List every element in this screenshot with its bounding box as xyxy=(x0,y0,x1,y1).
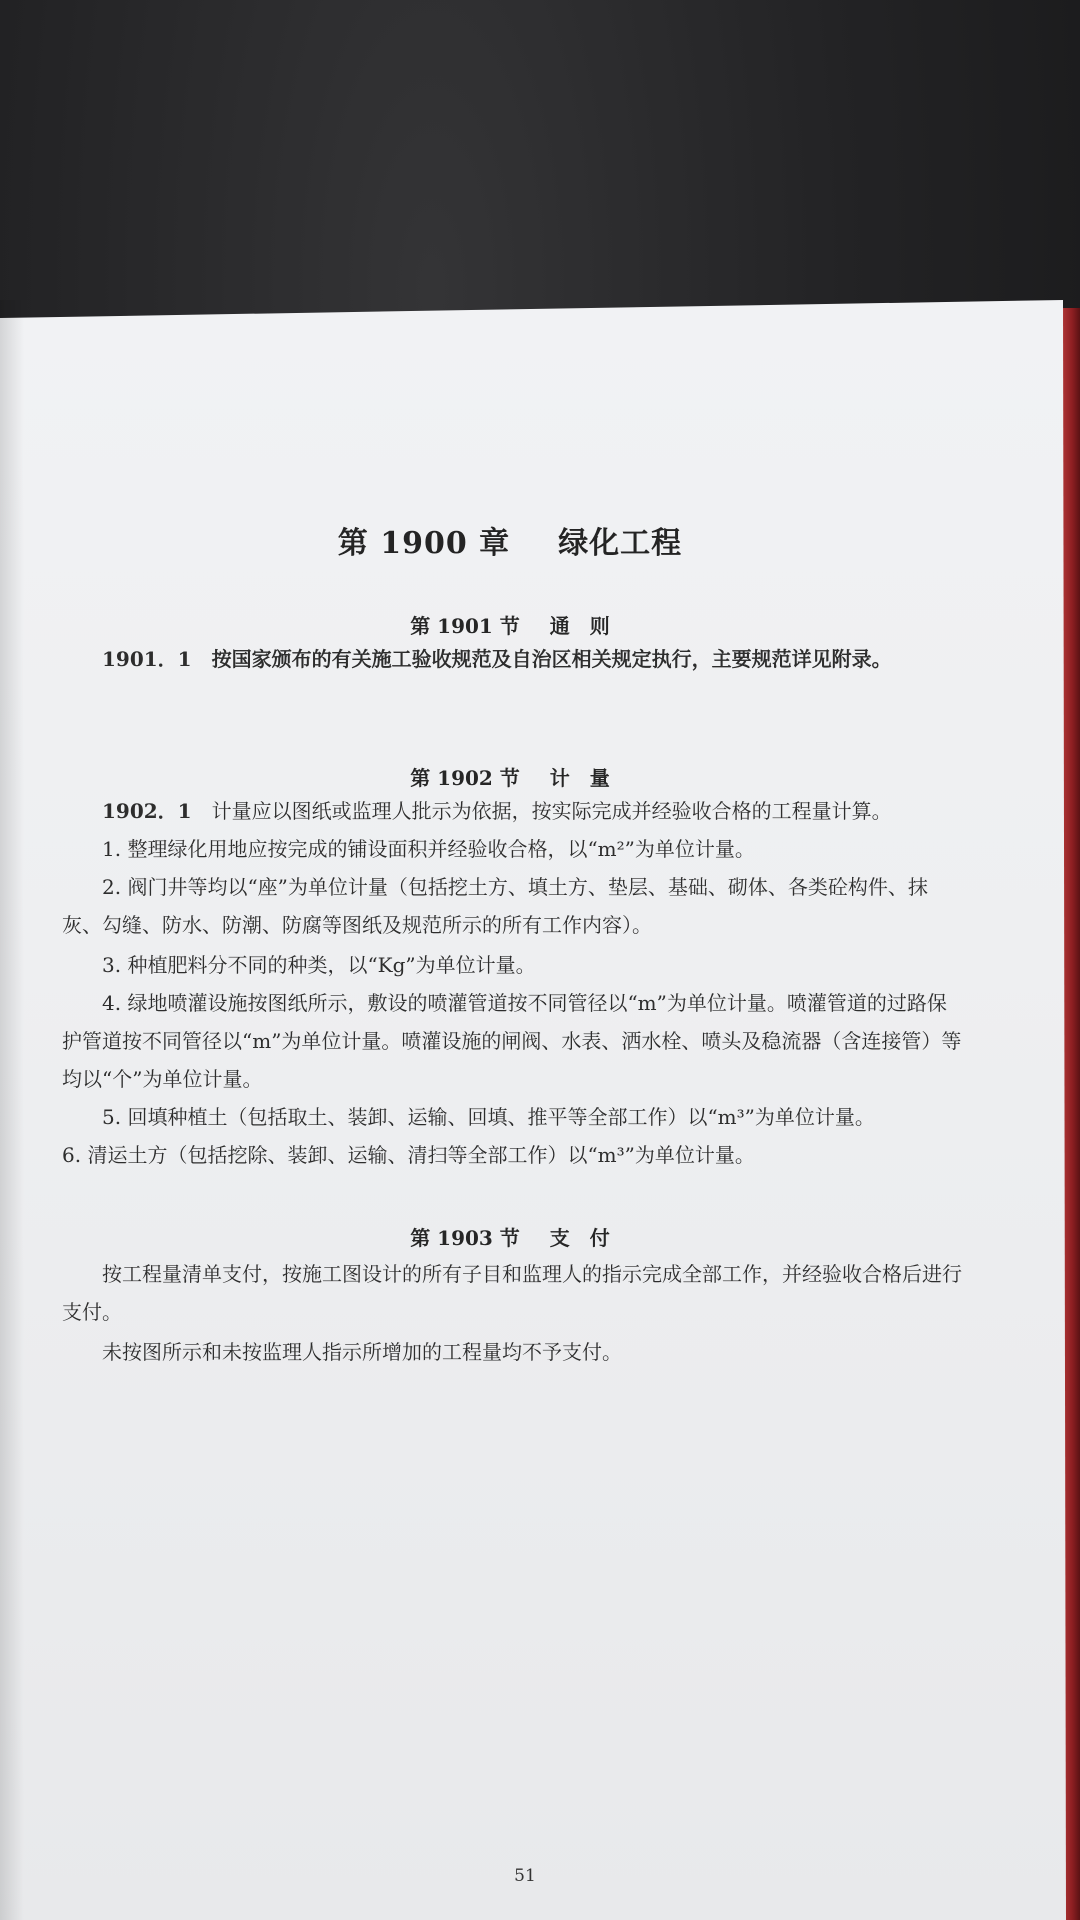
clause-number: 1901．1 xyxy=(102,647,192,671)
section-name: 支 付 xyxy=(549,1226,610,1250)
measure-item-1: 1. 整理绿化用地应按完成的铺设面积并经验收合格，以“m²”为单位计量。 xyxy=(102,837,755,861)
measure-item-2: 2. 阀门井等均以“座”为单位计量（包括挖土方、填土方、垫层、基础、砌体、各类砼构件、抹灰、勾缝、防水、防潮、防腐等图纸及规范所示的所有工作内容）。 xyxy=(62,875,928,937)
section-1901-heading xyxy=(0,610,1020,639)
section-number: 第 1901 节 xyxy=(410,614,520,638)
section-number: 第 1903 节 xyxy=(410,1226,520,1250)
section-1903-heading xyxy=(0,1222,1020,1251)
section-number: 第 1902 节 xyxy=(410,766,520,790)
clause-1901-1 xyxy=(62,640,962,678)
section-name: 计 量 xyxy=(549,766,610,790)
measure-item-6: 6. 清运土方（包括挖除、装卸、运输、清扫等全部工作）以“m³”为单位计量。 xyxy=(62,1143,755,1167)
chapter-title xyxy=(0,518,1020,562)
clause-number: 1902．1 xyxy=(102,799,192,823)
chapter-number: 第 1900 章 xyxy=(337,526,511,561)
section-1902-heading xyxy=(0,762,1020,791)
measure-item-4: 4. 绿地喷灌设施按图纸所示，敷设的喷灌管道按不同管径以“m”为单位计量。喷灌管道的过路保护管道按不同管径以“m”为单位计量。喷灌设施的闸阀、水表、洒水栓、喷头及稳流器（含连接管）等均以“个”为单位计量。 xyxy=(62,991,962,1091)
clause-text: 按国家颁布的有关施工验收规范及自治区相关规定执行，主要规范详见附录。 xyxy=(211,647,892,671)
clause-text: 计量应以图纸或监理人批示为依据，按实际完成并经验收合格的工程量计算。 xyxy=(211,799,892,823)
payment-paragraph-2: 未按图所示和未按监理人指示所增加的工程量均不予支付。 xyxy=(102,1340,622,1364)
page-number: 51 xyxy=(514,1866,536,1886)
measure-item-3: 3. 种植肥料分不同的种类，以“Kg”为单位计量。 xyxy=(102,953,536,977)
clause-1902-1 xyxy=(62,792,962,830)
measure-item-5: 5. 回填种植土（包括取土、装卸、运输、回填、推平等全部工作）以“m³”为单位计量。 xyxy=(102,1105,875,1129)
chapter-name: 绿化工程 xyxy=(558,526,683,561)
section-name: 通 则 xyxy=(549,614,610,638)
payment-paragraph-1: 按工程量清单支付，按施工图设计的所有子目和监理人的指示完成全部工作，并经验收合格后进行支付。 xyxy=(62,1262,962,1324)
